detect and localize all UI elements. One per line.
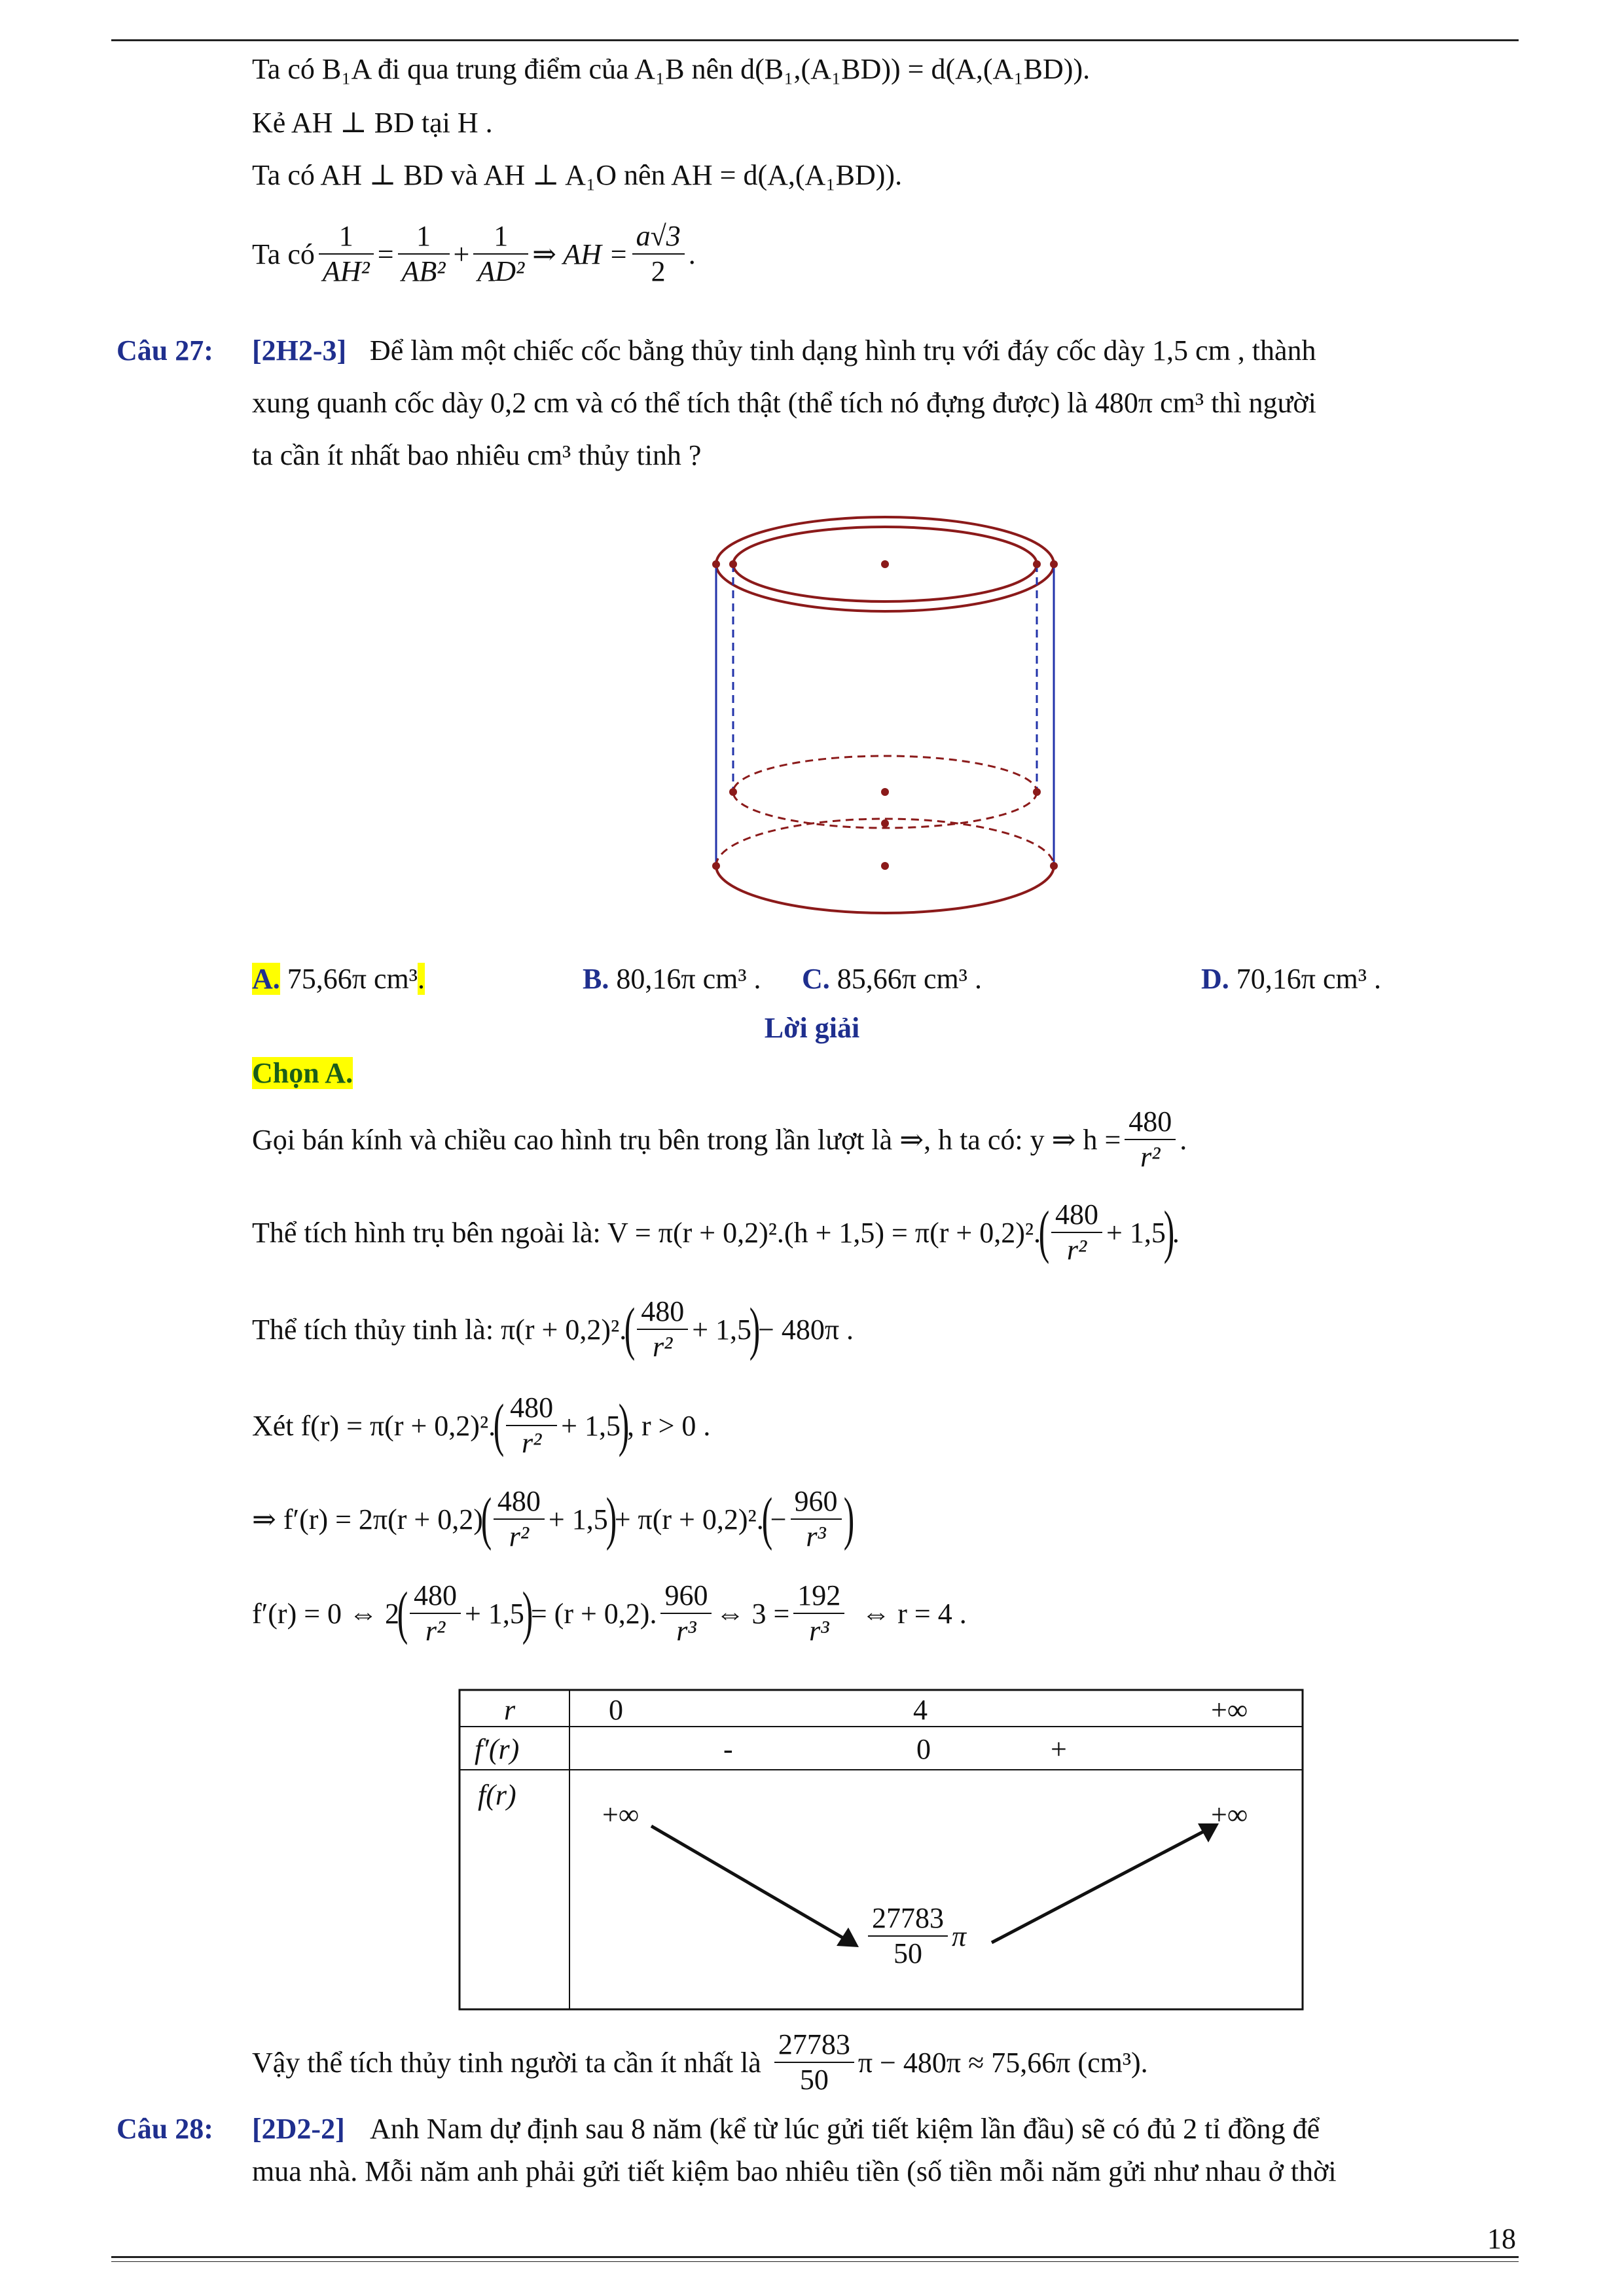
- q27-tag: [2H2-3]: [252, 334, 347, 367]
- solution-line-5: ⇒ f′(r) = 2π(r + 0,2) ( $\frac{480}{\text{r²}}$ + 1,5 ) + π(r + 0,2)². ( − $\frac{960}{\text{r³}}$ ): [252, 1485, 854, 1552]
- choose-answer: Chọn A.: [252, 1057, 353, 1089]
- option-c-text: 85,66π cm³ .: [837, 963, 982, 995]
- frac-1-ab: $\frac{1}{\text{AB²}}$: [398, 219, 450, 289]
- option-d-label: D.: [1201, 963, 1229, 995]
- table-f-left: +∞: [602, 1799, 640, 1831]
- line-4-formula: Ta có $\frac{1}{\text{AH²}}$ = $\frac{1}{\text{AB²}}$ + $\frac{1}{\text{AD²}}$ ⇒ AH = $\frac{a√3}{2}$ .: [252, 220, 696, 287]
- table-r-4: 4: [913, 1694, 928, 1726]
- q27-line-2: xung quanh cốc dày 0,2 cm và có thể tích thật (thể tích nó đựng được) là 480π cm³ thì người: [252, 387, 1316, 419]
- outer-bottom-front: [716, 866, 1054, 913]
- q27-line-1: Để làm một chiếc cốc bằng thủy tinh dạng hình trụ với đáy cốc dày 1,5 cm , thành: [370, 334, 1316, 367]
- line-4-prefix: Ta có: [252, 238, 315, 270]
- option-d[interactable]: [1201, 961, 1381, 997]
- option-a[interactable]: [252, 961, 425, 997]
- frac-ah-value: $\frac{a√3}{2}$: [632, 219, 685, 289]
- q28-tag: [2D2-2]: [252, 2113, 345, 2145]
- solution-line-1: Gọi bán kính và chiều cao hình trụ bên trong lần lượt là ⇒, h ta có: y ⇒ h = $\frac{480}{\text{r²}}$ .: [252, 1105, 1187, 1173]
- table-f-right: +∞: [1211, 1799, 1248, 1831]
- frac-1-ah: $\frac{1}{\text{AH²}}$: [319, 219, 374, 289]
- line-2: Kẻ AH ⊥ BD tại H .: [252, 107, 493, 139]
- bottom-rule: [111, 2256, 1519, 2258]
- solution-line-2: Thể tích hình trụ bên ngoài là: V = π(r + 0,2)².(h + 1,5) = π(r + 0,2)². ( $\frac{480}{\text{r²}}$ + 1,5 ) .: [252, 1198, 1180, 1266]
- table-f-label: f(r): [478, 1779, 516, 1811]
- table-fp-neg: -: [723, 1733, 733, 1765]
- table-r-label: r: [504, 1694, 516, 1726]
- frac-1-ad: $\frac{1}{\text{AD²}}$: [473, 219, 528, 289]
- table-r-inf: +∞: [1211, 1694, 1248, 1726]
- option-b-label: B.: [583, 963, 609, 995]
- table-fp-pos: +: [1051, 1733, 1067, 1765]
- ah-arrow: ⇒ AH =: [532, 238, 628, 270]
- solution-line-4: Xét f(r) = π(r + 0,2)². ( $\frac{480}{\text{r²}}$ + 1,5 ) , r > 0 .: [252, 1391, 711, 1459]
- option-d-text: 70,16π cm³ .: [1236, 963, 1381, 995]
- top-rule: [111, 39, 1519, 41]
- option-b-text: 80,16π cm³ .: [616, 963, 761, 995]
- table-r-0: 0: [609, 1694, 623, 1726]
- table-fp-zero: 0: [916, 1733, 931, 1765]
- option-c-label: C.: [802, 963, 830, 995]
- solution-line-3: Thể tích thủy tinh là: π(r + 0,2)². ( $\frac{480}{\text{r²}}$ + 1,5 ) − 480π .: [252, 1295, 854, 1363]
- line-1: Ta có B₁A đi qua trung điểm của A₁B nên d(B₁,(A₁BD)) = d(A,(A₁BD)).: [252, 53, 1091, 85]
- table-fp-label: f′(r): [475, 1733, 520, 1765]
- table-f-min: $\frac{27783}{50}$ π: [864, 1901, 966, 1971]
- page-number: 18: [1487, 2223, 1516, 2255]
- q28-line-1: Anh Nam dự định sau 8 năm (kể từ lúc gửi tiết kiệm lần đầu) sẽ có đủ 2 tỉ đồng để: [370, 2113, 1320, 2145]
- q27-line-3: ta cần ít nhất bao nhiêu cm³ thủy tinh ?: [252, 439, 702, 471]
- cylinder-cup-figure: [674, 511, 1093, 929]
- q28-label: Câu 28:: [117, 2113, 213, 2145]
- solution-line-6: f′(r) = 0 ⇔ 2 ( $\frac{480}{\text{r²}}$ + 1,5 ) = (r + 0,2). $\frac{960}{\text{r³}}$ ⇔ 3 = $\frac{192}{\text{r³}}$ ⇔ r = 4 .: [252, 1579, 967, 1647]
- bottom-rule-thin: [111, 2261, 1519, 2262]
- option-a-label: A.: [252, 963, 280, 995]
- q28-line-2: mua nhà. Mỗi năm anh phải gửi tiết kiệm bao nhiêu tiền (số tiền mỗi năm gửi như nhau ở thời: [252, 2155, 1337, 2187]
- option-a-dot: .: [417, 963, 425, 995]
- line-3: Ta có AH ⊥ BD và AH ⊥ A₁O nên AH = d(A,(A₁BD)).: [252, 159, 903, 191]
- option-c[interactable]: [802, 961, 982, 997]
- option-a-text: 75,66π cm³: [287, 963, 418, 995]
- solution-heading: Lời giải: [764, 1012, 860, 1044]
- q27-label: Câu 27:: [117, 334, 213, 367]
- conclusion-line: Vậy thể tích thủy tinh người ta cần ít nhất là $\frac{27783}{50}$ π − 480π ≈ 75,66π (cm³).: [252, 2028, 1148, 2096]
- option-b[interactable]: [583, 961, 761, 997]
